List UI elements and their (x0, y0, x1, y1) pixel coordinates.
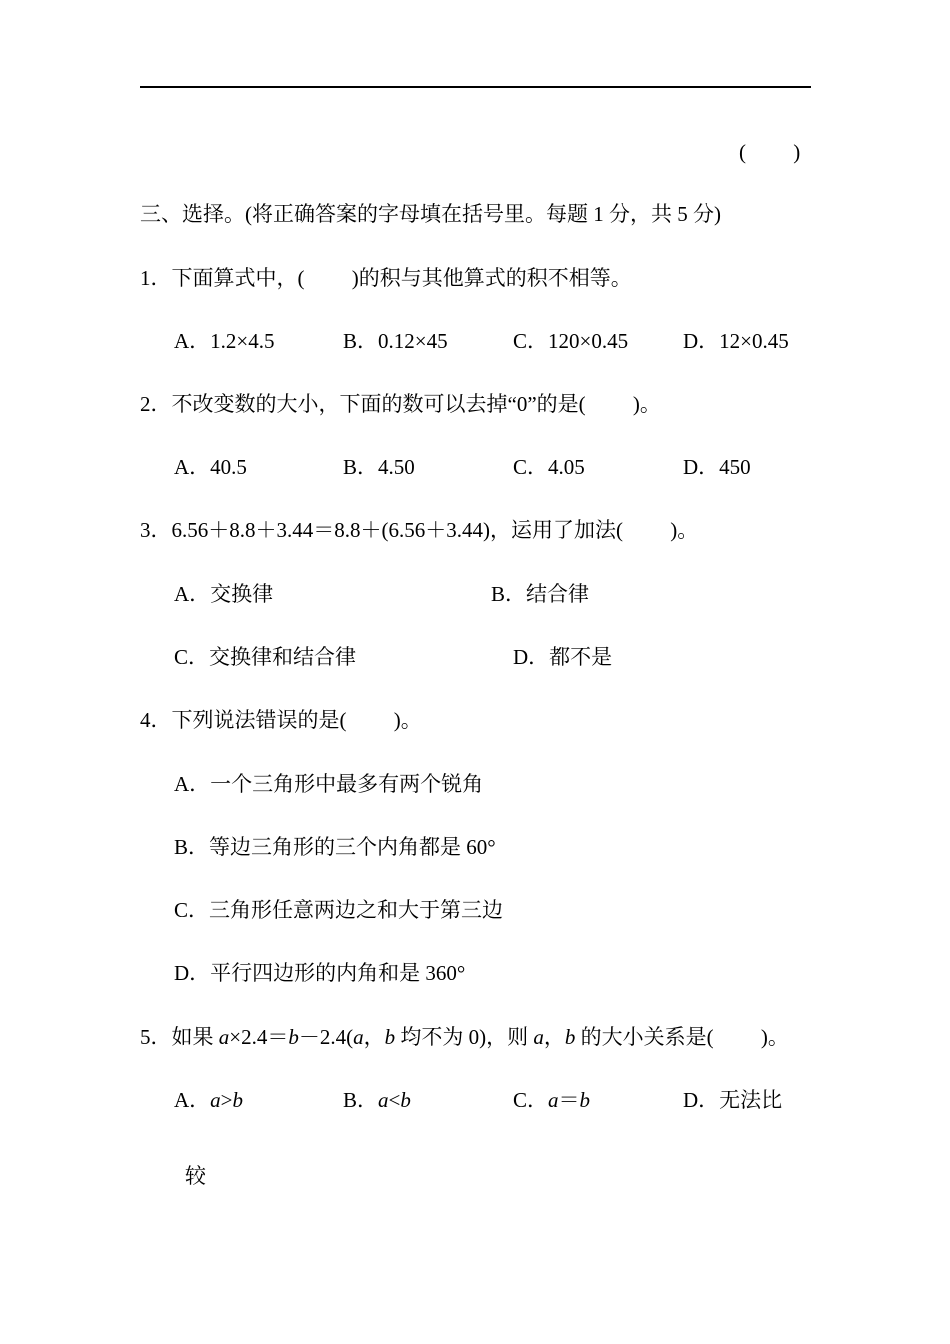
relation-symbol: < (388, 1088, 401, 1112)
question-4-option-d: D．平行四边形的内角和是 360° (174, 961, 466, 985)
variable-b: b (232, 1088, 244, 1112)
relation-symbol: ＝ (558, 1088, 580, 1112)
q5-stem-mid1: ×2.4＝ (229, 1025, 289, 1049)
question-4-option-b: B．等边三角形的三个内角都是 60° (174, 835, 496, 859)
q5-stem-mid5: 的大小关系是( )。 (575, 1025, 789, 1049)
question-5-option-b (343, 1086, 411, 1114)
variable-b: b (564, 1025, 576, 1049)
variable-b: b (384, 1025, 396, 1049)
question-3-option-b: B．结合律 (491, 582, 590, 606)
variable-a: a (548, 1088, 559, 1112)
question-1-option-a: A．1.2×4.5 (174, 329, 275, 353)
question-5-option-d-continuation: 较 (185, 1164, 206, 1188)
question-5-stem (140, 1023, 789, 1051)
variable-a: a (353, 1025, 364, 1049)
question-2-option-a: A．40.5 (174, 455, 247, 479)
q5-stem-prefix: 5．如果 (140, 1025, 219, 1049)
variable-a: a (210, 1088, 221, 1112)
variable-a: a (378, 1088, 389, 1112)
question-4-stem: 4．下列说法错误的是( )。 (140, 708, 422, 732)
q5-stem-mid2: －2.4( (298, 1025, 354, 1049)
variable-b: b (579, 1088, 591, 1112)
question-2-option-d: D．450 (683, 455, 751, 479)
variable-a: a (533, 1025, 544, 1049)
question-4-option-a: A．一个三角形中最多有两个锐角 (174, 772, 484, 796)
question-2-option-b: B．4.50 (343, 455, 415, 479)
variable-a: a (218, 1025, 230, 1049)
question-5-option-d: D．无法比 (683, 1088, 783, 1112)
question-3-stem: 3．6.56＋8.8＋3.44＝8.8＋(6.56＋3.44)，运用了加法( )。 (140, 518, 699, 542)
question-3-option-d: D．都不是 (513, 645, 613, 669)
question-2-stem: 2．不改变数的大小，下面的数可以去掉“0”的是( )。 (140, 392, 661, 416)
option-label: A． (174, 1088, 211, 1112)
variable-b: b (288, 1025, 299, 1049)
question-3-option-a: A．交换律 (174, 582, 274, 606)
option-label: B． (343, 1088, 379, 1112)
header-rule (140, 86, 811, 88)
question-1-stem: 1．下面算式中，( )的积与其他算式的积不相等。 (140, 266, 632, 290)
answer-blank-paren: ( ) (739, 140, 801, 164)
section-heading: 三、选择。(将正确答案的字母填在括号里。每题 1 分，共 5 分) (140, 202, 721, 226)
variable-b: b (400, 1088, 411, 1112)
question-4-option-c: C．三角形任意两边之和大于第三边 (174, 898, 504, 922)
q5-stem-mid3: ， (363, 1025, 385, 1049)
q5-stem-mid3b: ， (543, 1025, 565, 1049)
question-1-option-d: D．12×0.45 (683, 329, 789, 353)
question-1-option-b: B．0.12×45 (343, 329, 448, 353)
question-5-option-a (174, 1086, 243, 1114)
question-5-option-c (513, 1086, 590, 1114)
option-label: C． (513, 1088, 549, 1112)
question-3-option-c: C．交换律和结合律 (174, 645, 357, 669)
question-2-option-c: C．4.05 (513, 455, 585, 479)
question-1-option-c: C．120×0.45 (513, 329, 629, 353)
relation-symbol: > (220, 1088, 233, 1112)
q5-stem-mid4: 均不为 0)，则 (395, 1025, 534, 1049)
